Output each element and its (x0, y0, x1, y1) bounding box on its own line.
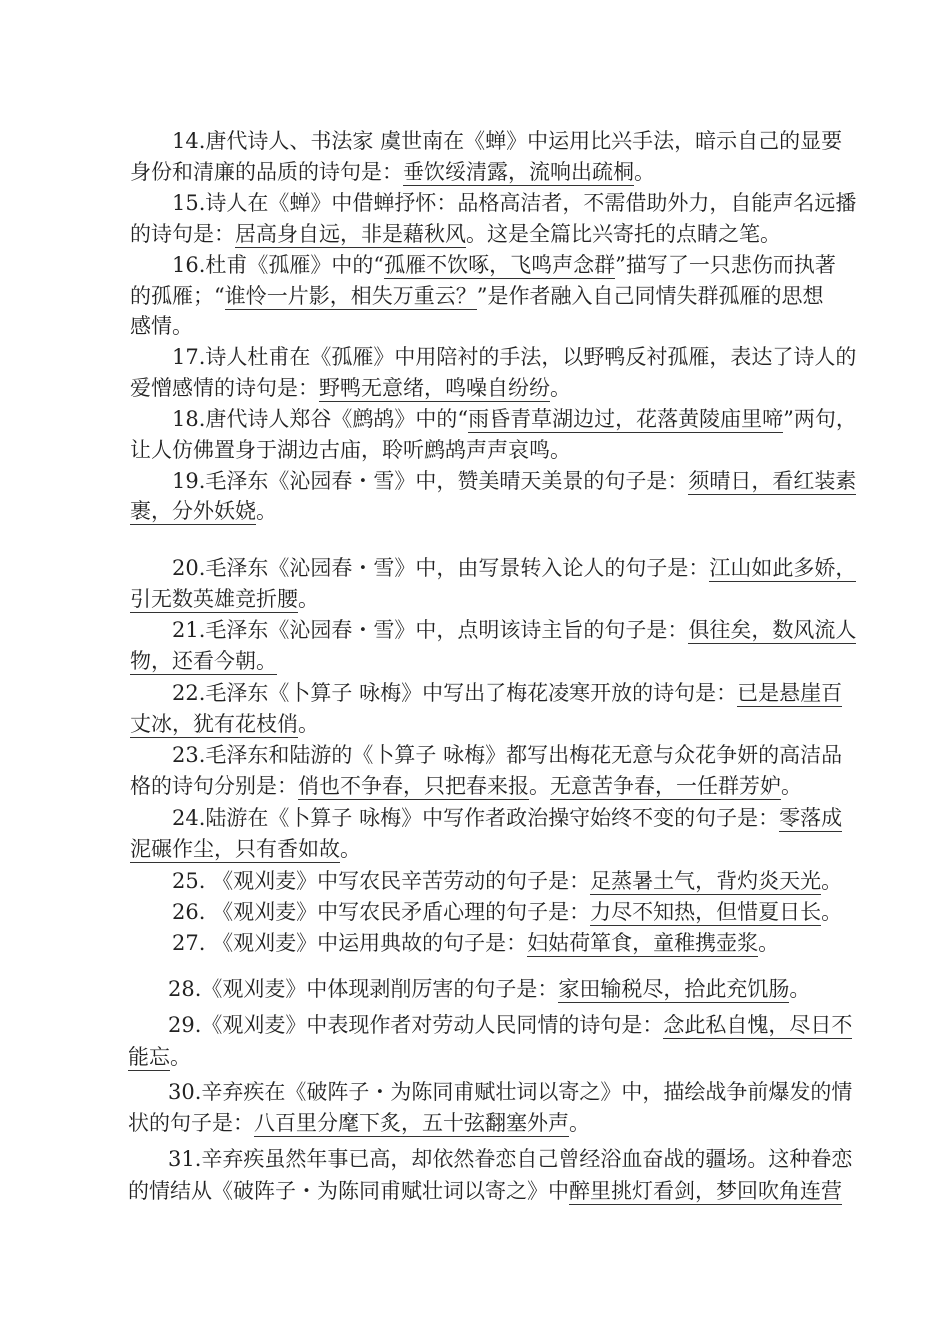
text: 28.《观刈麦》中体现剥削厉害的句子是： (168, 977, 559, 1001)
text: 。这是全篇比兴寄托的点睛之笔。 (466, 222, 781, 246)
item-17-line-2 (130, 373, 571, 403)
answer: 居高身自远，非是藉秋风 (235, 222, 466, 246)
text: 状的句子是： (128, 1111, 254, 1135)
answer: 裹，分外妖娆 (130, 499, 256, 523)
item-20-line-2 (130, 584, 319, 614)
answer: 足蒸暑土气，背灼炎天光 (590, 869, 822, 893)
text: 26. 《观刈麦》中写农民矛盾心理的句子是： (172, 900, 591, 924)
item-14-line-2 (130, 157, 655, 187)
item-14-line-1 (172, 126, 842, 156)
answer: 引无数英雄竞折腰 (130, 587, 298, 611)
answer: 妇姑荷箪食，童稚携壶浆 (527, 931, 759, 955)
answer: 醉里挑灯看剑，梦回吹角连营 (569, 1179, 842, 1203)
item-18-line-1 (172, 404, 857, 434)
text: 的诗句是： (130, 222, 235, 246)
item-23-line-2 (130, 771, 802, 801)
item-30-line-2 (128, 1108, 590, 1138)
item-16-line-3 (130, 311, 193, 341)
answer: 无意苦争春，一任群芳妒 (550, 774, 781, 798)
text: 29.《观刈麦》中表现作者对劳动人民同情的诗句是： (168, 1013, 664, 1037)
text: ”描写了一只悲伤而执著 (615, 253, 836, 277)
text: 31.辛弃疾虽然年事已高，却依然眷恋自己曾经浴血奋战的疆场。这种眷恋 (168, 1147, 853, 1171)
answer: 野鸭无意绪，鸣噪自纷纷 (319, 376, 550, 400)
text: 爱憎感情的诗句是： (130, 376, 319, 400)
item-16-line-1 (172, 250, 836, 280)
text: 23.毛泽东和陆游的《卜算子 咏梅》都写出梅花无意与众花争妍的高洁品 (172, 743, 843, 767)
text: 。 (781, 774, 802, 798)
answer: 垂饮绥清露，流响出疏桐 (403, 160, 634, 184)
text: 19.毛泽东《沁园春・雪》中，赞美晴天美景的句子是： (172, 469, 689, 493)
text: 25. 《观刈麦》中写农民辛苦劳动的句子是： (172, 869, 591, 893)
item-27-line-1 (172, 928, 779, 958)
item-25-line-1 (172, 866, 842, 896)
text: 。 (256, 499, 277, 523)
text: 18.唐代诗人郑谷《鹧鸪》中的“ (172, 407, 469, 431)
text: 的孤雁；“ (130, 284, 225, 308)
item-15-line-2 (130, 219, 781, 249)
text: 。 (298, 712, 319, 736)
item-18-line-2 (130, 435, 571, 465)
item-23-line-1 (172, 740, 842, 770)
answer: 家田输税尽，拾此充饥肠 (558, 977, 790, 1001)
item-24-line-1 (172, 803, 842, 833)
text: 格的诗句分别是： (130, 774, 298, 798)
item-30-line-1 (168, 1077, 852, 1107)
text: 14.唐代诗人、书法家 虞世南在《蝉》中运用比兴手法，暗示自己的显要 (172, 129, 843, 153)
text: 。 (758, 931, 780, 955)
text: 20.毛泽东《沁园春・雪》中，由写景转入论人的句子是： (172, 556, 710, 580)
item-15-line-1 (172, 188, 856, 218)
text: 。 (529, 774, 550, 798)
answer: 雨昏青草湖边过，花落黄陵庙里啼 (468, 407, 784, 431)
answer: 丈冰，犹有花枝俏 (130, 712, 298, 736)
item-20-line-1 (172, 553, 856, 583)
answer: 江山如此多娇， (709, 556, 857, 580)
answer: 谁怜一片影，相失万重云？ (224, 284, 477, 308)
text: 。 (569, 1111, 590, 1135)
text: 17.诗人杜甫在《孤雁》中用陪衬的手法，以野鸭反衬孤雁，表达了诗人的 (172, 345, 857, 369)
text: ”两句， (783, 407, 857, 431)
text: 24.陆游在《卜算子 咏梅》中写作者政治操守始终不变的句子是： (172, 806, 780, 830)
answer: 须晴日，看红装素 (688, 469, 857, 493)
answer: 力尽不知热，但惜夏日长 (590, 900, 822, 924)
item-24-line-2 (130, 834, 361, 864)
answer: 俏也不争春，只把春来报 (298, 774, 529, 798)
item-21-line-2 (130, 646, 277, 676)
item-22-line-1 (172, 678, 842, 708)
answer: 念此私自愧，尽日不 (663, 1013, 853, 1037)
text: 15.诗人在《蝉》中借蝉抒怀：品格高洁者，不需借助外力，自能声名远播 (172, 191, 857, 215)
text: 。 (789, 977, 811, 1001)
text: 。 (821, 869, 843, 893)
answer: 泥碾作尘，只有香如故 (130, 837, 340, 861)
item-22-line-2 (130, 709, 319, 739)
item-31-line-1 (168, 1144, 852, 1174)
answer: 零落成 (779, 806, 843, 830)
answer: 物，还看今朝。 (130, 649, 277, 673)
text: 。 (821, 900, 843, 924)
item-17-line-1 (172, 342, 856, 372)
item-31-line-2 (128, 1176, 842, 1206)
answer: 能忘 (128, 1045, 170, 1069)
item-29-line-1 (168, 1010, 852, 1040)
text: 的情结从《破阵子・为陈同甫赋壮词以寄之》中 (128, 1179, 569, 1203)
text: 。 (634, 160, 655, 184)
text: 。 (340, 837, 361, 861)
answer: 俱往矣，数风流人 (688, 618, 857, 642)
item-21-line-1 (172, 615, 856, 645)
text: 感情。 (130, 314, 193, 338)
item-19-line-1 (172, 466, 856, 496)
text: 。 (550, 376, 571, 400)
item-29-line-2 (128, 1042, 191, 1072)
item-26-line-1 (172, 897, 842, 927)
item-28-line-1 (168, 974, 810, 1004)
text: ”是作者融入自己同情失群孤雁的思想 (476, 284, 824, 308)
text: 22.毛泽东《卜算子 咏梅》中写出了梅花凌寒开放的诗句是： (172, 681, 738, 705)
text: 27. 《观刈麦》中运用典故的句子是： (172, 931, 528, 955)
answer: 孤雁不饮啄，飞鸣声念群 (384, 253, 616, 277)
answer: 八百里分麾下炙，五十弦翻塞外声 (254, 1111, 569, 1135)
text: 让人仿佛置身于湖边古庙，聆听鹧鸪声声哀鸣。 (130, 438, 571, 462)
text: 30.辛弃疾在《破阵子・为陈同甫赋壮词以寄之》中，描绘战争前爆发的情 (168, 1080, 853, 1104)
text: 21.毛泽东《沁园春・雪》中，点明该诗主旨的句子是： (172, 618, 689, 642)
item-16-line-2 (130, 281, 823, 311)
text: 。 (170, 1045, 191, 1069)
text: 身份和清廉的品质的诗句是： (130, 160, 403, 184)
answer: 已是悬崖百 (737, 681, 843, 705)
text: 16.杜甫《孤雁》中的“ (172, 253, 385, 277)
item-19-line-2 (130, 496, 277, 526)
text: 。 (298, 587, 319, 611)
